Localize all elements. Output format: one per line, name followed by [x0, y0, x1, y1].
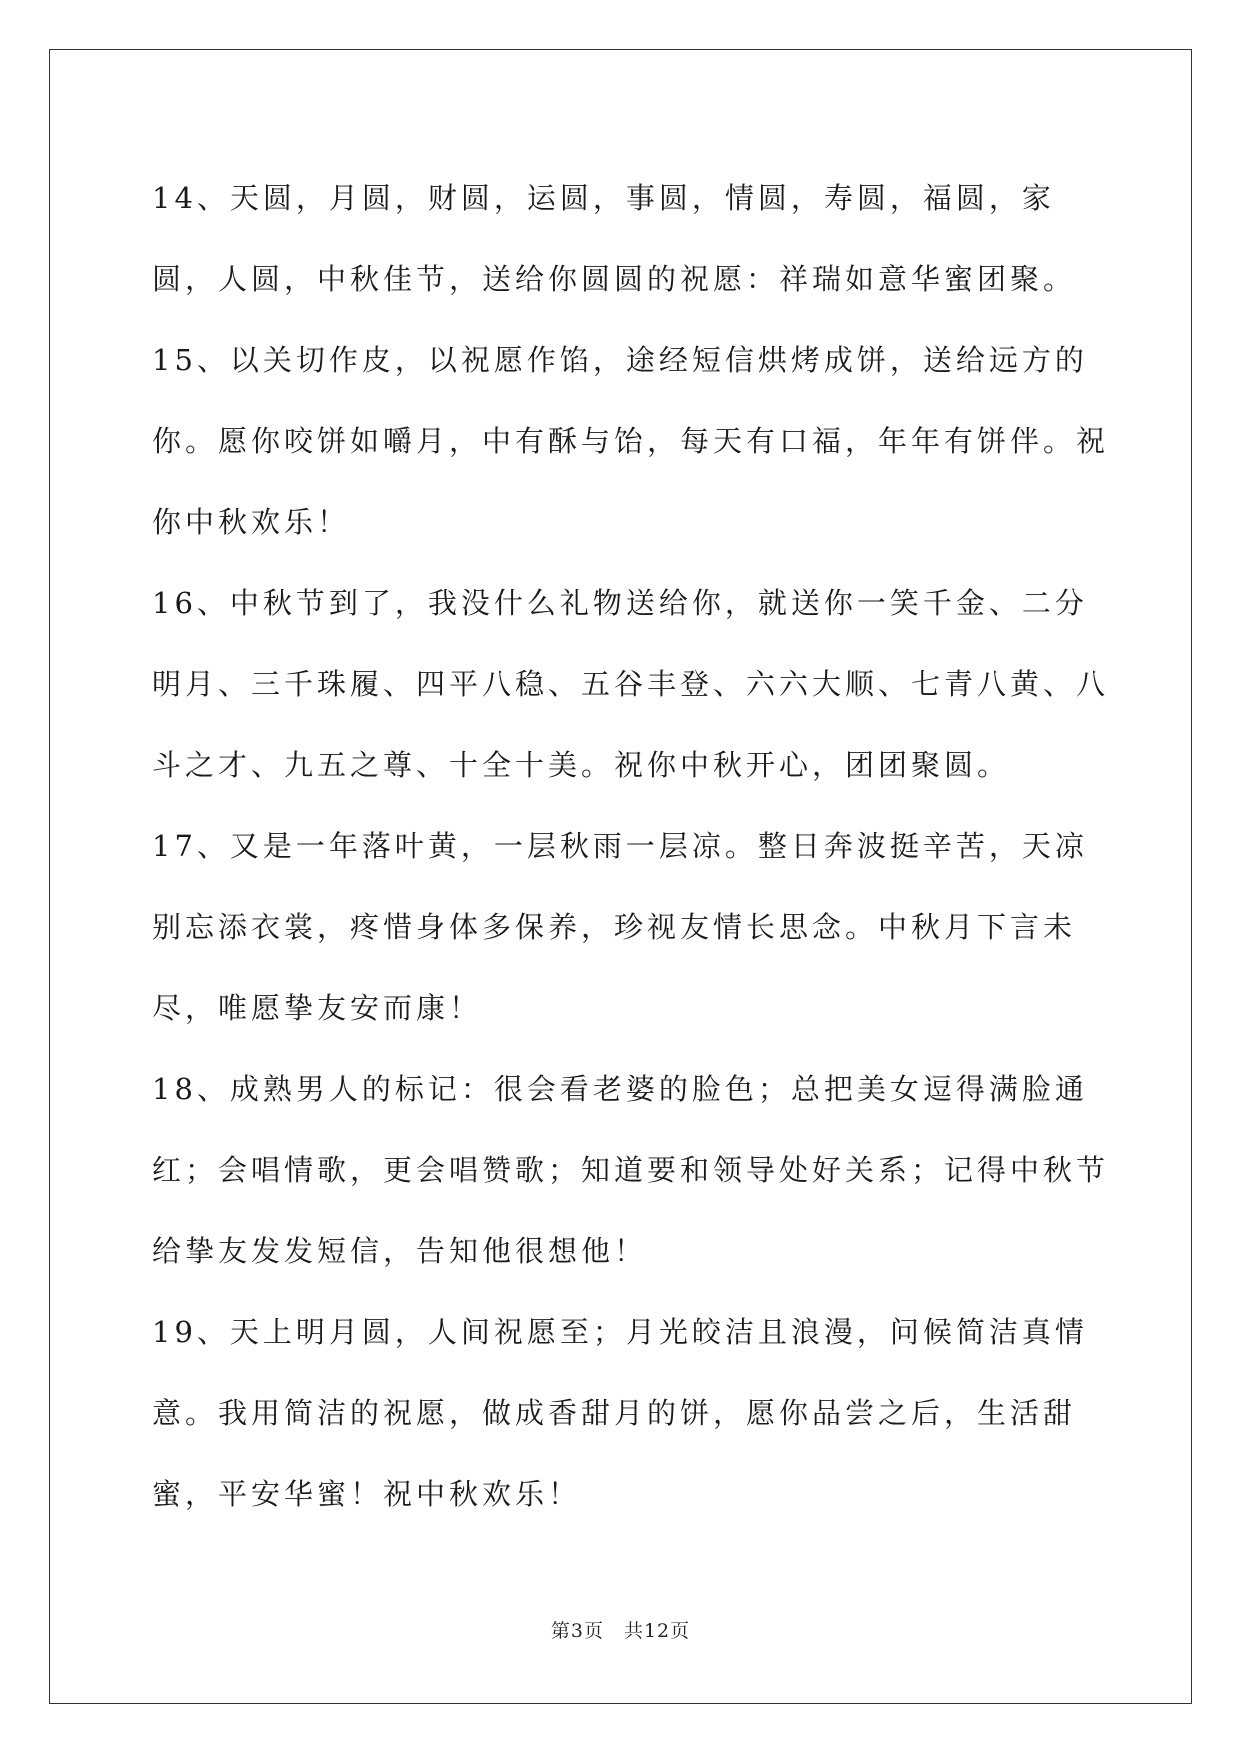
- paragraph-19: 19、天上明月圆，人间祝愿至；月光皎洁且浪漫，问候简洁真情意。我用简洁的祝愿，做成香甜月的饼，愿你品尝之后，生活甜蜜，平安华蜜！祝中秋欢乐！: [152, 1315, 1088, 1511]
- page-total: 共12页: [623, 1620, 691, 1642]
- paragraph-18: 18、成熟男人的标记：很会看老婆的脸色；总把美女逗得满脸通红；会唱情歌，更会唱赞歌；知道要和领导处好关系；记得中秋节给挚友发发短信，告知他很想他！: [152, 1072, 1110, 1268]
- page-number: 第3页: [550, 1620, 604, 1642]
- paragraph-15: 15、以关切作皮，以祝愿作馅，途经短信烘烤成饼，送给远方的你。愿你咬饼如嚼月，中有酥与饴，每天有口福，年年有饼伴。祝你中秋欢乐！: [152, 343, 1110, 539]
- paragraph-14: 14、天圆，月圆，财圆，运圆，事圆，情圆，寿圆，福圆，家圆，人圆，中秋佳节，送给你圆圆的祝愿：祥瑞如意华蜜团聚。: [152, 181, 1077, 296]
- paragraph-17: 17、又是一年落叶黄，一层秋雨一层凉。整日奔波挺辛苦，天凉别忘添衣裳，疼惜身体多保养，珍视友情长思念。中秋月下言未尽，唯愿挚友安而康！: [152, 829, 1088, 1025]
- document-body: [152, 158, 1112, 1535]
- page-footer: [0, 1616, 1241, 1643]
- paragraph-16: 16、中秋节到了，我没什么礼物送给你，就送你一笑千金、二分明月、三千珠履、四平八稳、五谷丰登、六六大顺、七青八黄、八斗之才、九五之尊、十全十美。祝你中秋开心，团团聚圆。: [152, 586, 1110, 782]
